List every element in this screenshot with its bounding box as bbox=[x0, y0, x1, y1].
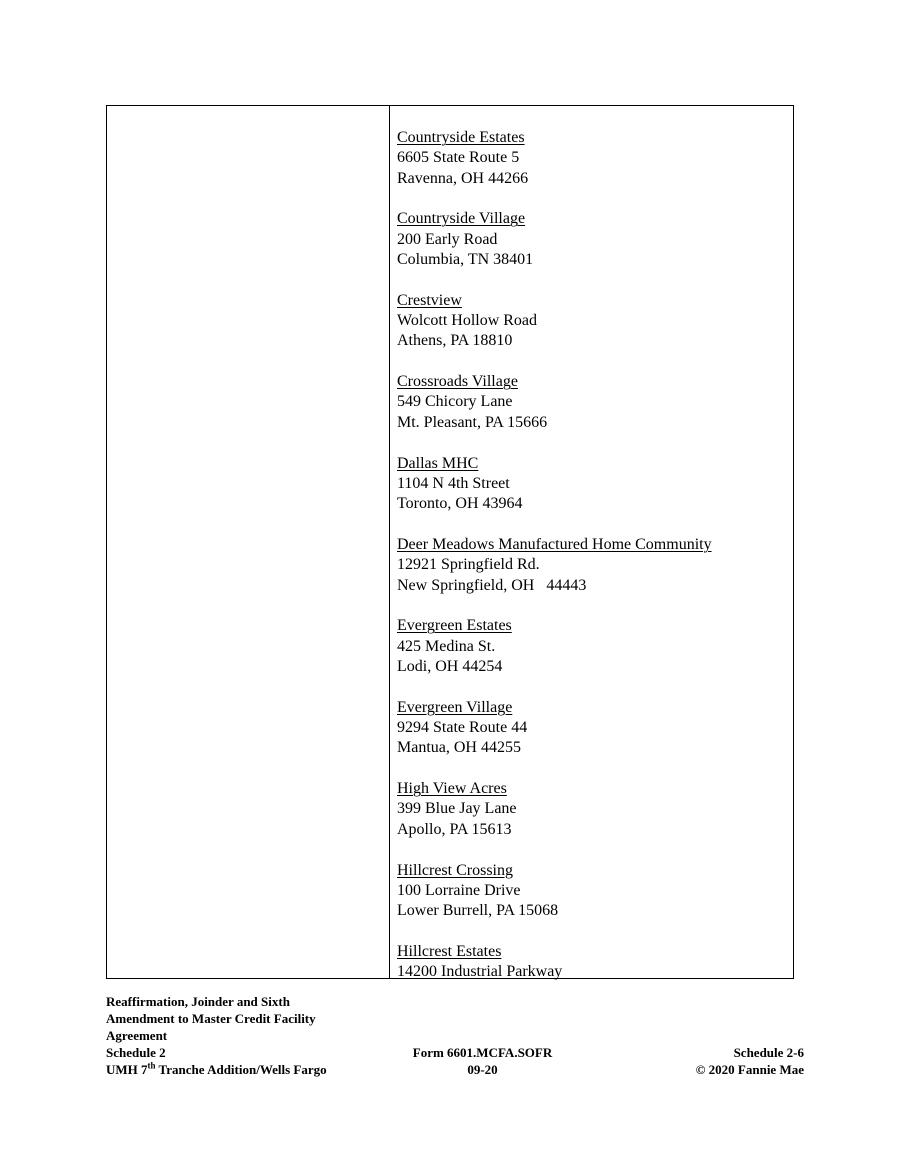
property-name: Evergreen Village bbox=[397, 698, 513, 716]
footer-title-line: Reaffirmation, Joinder and Sixth bbox=[106, 994, 290, 1009]
property-city: Mantua, OH 44255 bbox=[397, 739, 521, 757]
property-name: Hillcrest Estates bbox=[397, 942, 502, 960]
property-entry bbox=[397, 698, 787, 759]
form-date: 09-20 bbox=[467, 1062, 498, 1077]
property-address: 100 Lorraine Drive bbox=[397, 881, 521, 899]
property-address: 425 Medina St. bbox=[397, 637, 496, 655]
tranche-prefix: UMH 7 bbox=[106, 1062, 148, 1077]
property-address: 6605 State Route 5 bbox=[397, 149, 520, 167]
property-address: Wolcott Hollow Road bbox=[397, 312, 538, 330]
footer-title-line: Agreement bbox=[106, 1028, 168, 1043]
property-city: Lower Burrell, PA 15068 bbox=[397, 902, 559, 920]
property-city: Apollo, PA 15613 bbox=[397, 820, 512, 838]
property-name: High View Acres bbox=[397, 780, 507, 798]
property-entry bbox=[397, 372, 787, 433]
property-address: 1104 N 4th Street bbox=[397, 474, 510, 492]
property-city: Mt. Pleasant, PA 15666 bbox=[397, 413, 548, 431]
schedule-table bbox=[106, 105, 794, 979]
property-city: Athens, PA 18810 bbox=[397, 332, 513, 350]
column-divider bbox=[389, 106, 390, 978]
property-entry bbox=[397, 861, 787, 922]
property-entry bbox=[397, 291, 787, 352]
property-address: 12921 Springfield Rd. bbox=[397, 556, 540, 574]
property-city: Ravenna, OH 44266 bbox=[397, 169, 529, 187]
property-entry bbox=[397, 779, 787, 840]
tranche-ordinal: th bbox=[147, 1060, 156, 1071]
property-address: 549 Chicory Lane bbox=[397, 393, 513, 411]
property-entry bbox=[397, 209, 787, 270]
footer-schedule-label: Schedule 2 bbox=[106, 1045, 166, 1060]
property-address: 14200 Industrial Parkway bbox=[397, 963, 563, 981]
footer-title-line: Amendment to Master Credit Facility bbox=[106, 1011, 316, 1026]
footer-form-info bbox=[380, 1044, 585, 1078]
property-name: Hillcrest Crossing bbox=[397, 861, 513, 879]
property-name: Crossroads Village bbox=[397, 373, 518, 391]
property-name: Evergreen Estates bbox=[397, 617, 512, 635]
property-entry bbox=[397, 942, 787, 983]
footer-page-info bbox=[600, 1044, 804, 1078]
copyright-notice: © 2020 Fannie Mae bbox=[695, 1062, 804, 1077]
property-address: 399 Blue Jay Lane bbox=[397, 800, 517, 818]
property-name: Countryside Village bbox=[397, 210, 526, 228]
property-name: Deer Meadows Manufactured Home Community bbox=[397, 535, 712, 553]
footer-document-title bbox=[106, 993, 366, 1078]
property-city: Columbia, TN 38401 bbox=[397, 250, 534, 268]
form-number: Form 6601.MCFA.SOFR bbox=[412, 1045, 553, 1060]
footer-tranche-label bbox=[106, 1061, 366, 1078]
property-city: Lodi, OH 44254 bbox=[397, 657, 503, 675]
property-address: 200 Early Road bbox=[397, 230, 498, 248]
property-name: Crestview bbox=[397, 291, 462, 309]
property-entry bbox=[397, 454, 787, 515]
property-address: 9294 State Route 44 bbox=[397, 719, 528, 737]
schedule-page-number: Schedule 2-6 bbox=[733, 1045, 804, 1060]
property-name: Dallas MHC bbox=[397, 454, 479, 472]
property-entry bbox=[397, 616, 787, 677]
property-city: Toronto, OH 43964 bbox=[397, 495, 523, 513]
property-name: Countryside Estates bbox=[397, 129, 525, 146]
property-entry bbox=[397, 128, 787, 189]
property-list bbox=[397, 128, 787, 1003]
tranche-suffix: Tranche Addition/Wells Fargo bbox=[155, 1062, 327, 1077]
property-entry bbox=[397, 535, 787, 596]
property-city: New Springfield, OH 44443 bbox=[397, 576, 587, 594]
